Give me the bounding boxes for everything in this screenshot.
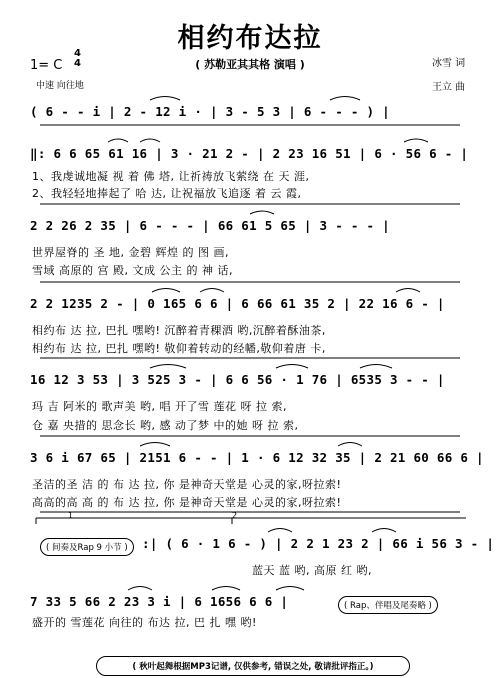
lyric-line-6-verse-2: 高高的高 高 的 布 达 拉, 你 是神奇天堂是 心灵的家,呀拉索! <box>32 496 342 509</box>
tie-arc <box>276 587 304 591</box>
tie-arc <box>276 365 308 369</box>
tie-arc <box>360 365 392 369</box>
score-line-2: ‖: 6 6 65 61 16 | 3 · 21 2 - | 2 23 16 51 | 6 · 56 6 - | <box>30 146 469 161</box>
score-line-7: :| ( 6 · 1 6 - ) | 2 2 1 23 2 | 66 i 56 3 - | <box>142 536 495 551</box>
song-title: 相约布达拉 <box>177 23 323 54</box>
interlude-label: ( 间奏及Rap 9 小节 ) <box>40 538 134 556</box>
tie-arc <box>404 139 428 142</box>
lyric-line-2-verse-1: 1、我虔诚地凝 视 着 佛 塔, 让祈祷放飞萦绕 在 天 涯, <box>32 170 310 183</box>
tie-arc <box>140 443 170 447</box>
lyric-line-5-verse-2: 仓 嘉 央措的 思念长 哟, 感 动了梦 中的她 呀 拉 索, <box>32 419 299 432</box>
tie-arc <box>212 587 240 591</box>
lyric-line-4-verse-2: 相约布 达 拉, 巴扎 嘿哟! 敬仰着转动的经幡,敬仰着唐 卡, <box>32 342 326 355</box>
lyric-line-5-verse-1: 玛 吉 阿米的 歌声美 哟, 唱 开了雪 莲花 呀 拉 索, <box>32 400 287 413</box>
lyric-line-4-verse-1: 相约布 达 拉, 巴扎 嘿哟! 沉醉着青稞酒 哟,沉醉着酥油茶, <box>32 324 326 337</box>
tie-arc <box>268 529 292 533</box>
volta-1-number: 1 <box>68 511 74 520</box>
composer-credit: 王立 曲 <box>432 82 466 93</box>
score-line-4: 2 2 1235 2 - | 0 165 6 6 | 6 66 61 35 2 | 22 16 6 - | <box>30 296 445 311</box>
tie-arc <box>150 365 186 369</box>
lyric-line-6-verse-1: 圣洁的圣 洁 的 布 达 拉, 你 是神奇天堂是 心灵的家,呀拉索! <box>32 478 342 491</box>
footer-note: ( 秋叶起舞根据MP3记谱, 仅供参考, 错误之处, 敬请批评指正。) <box>96 656 410 676</box>
tie-arc <box>108 139 128 142</box>
lyric-line-3-verse-2: 雪域 高原的 宫 殿, 文成 公主 的 神 话, <box>32 264 233 277</box>
tie-arc <box>200 289 224 293</box>
time-signature-top: 4 <box>74 48 81 59</box>
lyric-line-7: 蓝天 蓝 哟, 高原 红 哟, <box>252 564 372 577</box>
tie-arc <box>128 587 152 591</box>
lyric-line-8: 盛开的 雪莲花 向往的 布达 拉, 巴 扎 嘿 哟! <box>32 616 257 629</box>
score-line-8: 7 33 5 66 2 23 3 i | 6 1656 6 6 | <box>30 594 289 609</box>
performer-subtitle: ( 苏勒亚其其格 演唱 ) <box>195 58 305 71</box>
tie-arc <box>150 97 180 101</box>
tie-arc <box>140 139 160 142</box>
tie-arc <box>152 289 180 293</box>
lyric-line-2-verse-2: 2、我轻轻地捧起了 哈 达, 让祝福放飞追逐 着 云 霞, <box>32 187 302 200</box>
lyric-line-3-verse-1: 世界屋脊的 圣 地, 金碧 辉煌 的 图 画, <box>32 246 229 259</box>
time-signature-bottom: 4 <box>74 58 81 69</box>
score-line-5: 16 12 3 53 | 3 525 3 - | 6 6 56 · 1 76 | 6535 3 - - | <box>30 372 445 387</box>
tie-arc <box>330 97 360 101</box>
score-line-1: ( 6 - - i | 2 - 12 i · | 3 - 5 3 | 6 - - - ) | <box>30 104 390 119</box>
tie-arc <box>338 443 362 447</box>
outro-label: ( Rap、伴唱及尾奏略 ) <box>338 596 438 614</box>
score-line-3: 2 2 26 2 35 | 6 - - - | 66 61 5 65 | 3 - - - | <box>30 218 390 233</box>
score-line-6: 3 6 i 67 65 | 2151 6 - - | 1 · 6 12 32 35 | 2 21 60 66 6 | <box>30 450 484 465</box>
key-signature: 1= C <box>30 58 63 73</box>
tempo-marking: 中速 向往地 <box>36 81 84 91</box>
volta-2-number: 2 <box>232 511 238 520</box>
tie-arc <box>250 211 274 214</box>
tie-arc <box>372 529 396 533</box>
lyricist-credit: 冰雪 词 <box>432 58 466 69</box>
tie-arc <box>396 289 420 293</box>
